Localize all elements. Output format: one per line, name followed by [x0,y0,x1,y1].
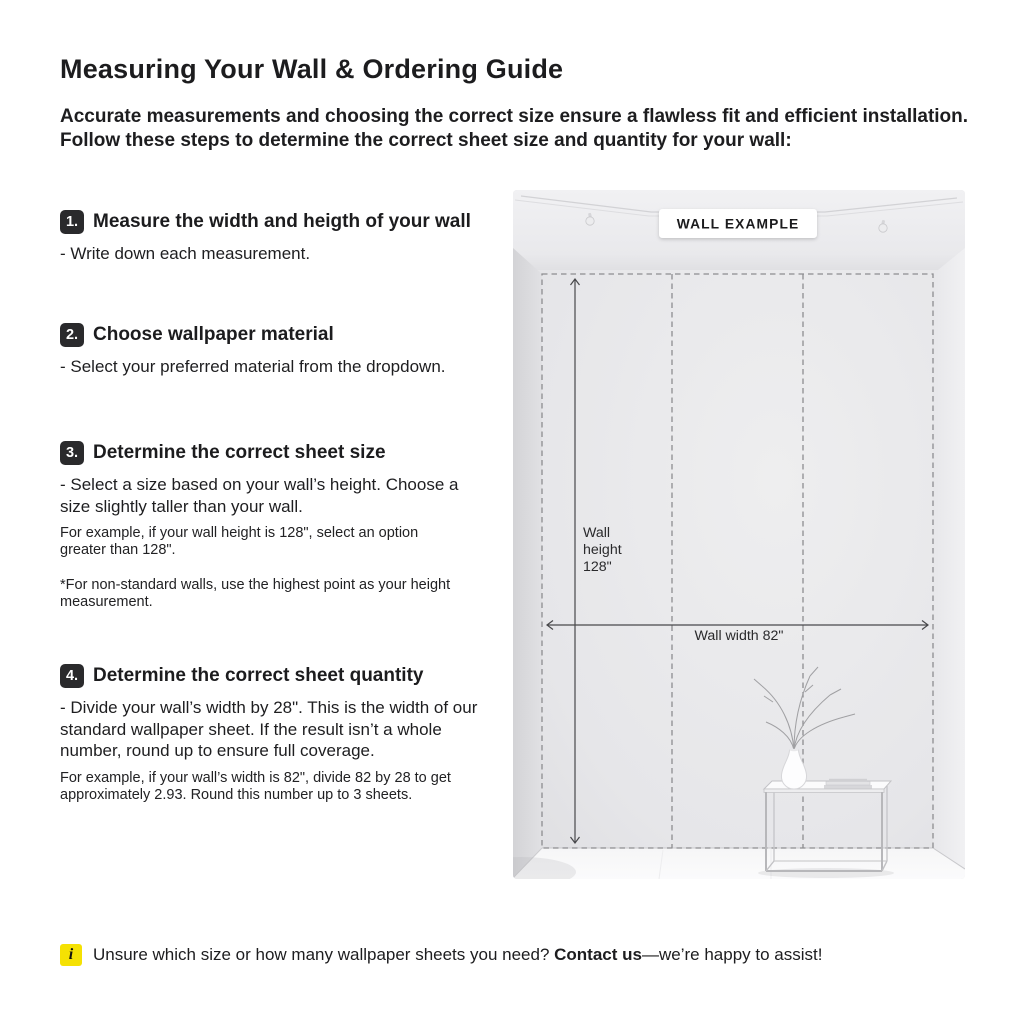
help-note-after: —we’re happy to assist! [641,945,823,964]
books-stack [824,779,872,789]
step-2 [60,323,490,378]
room-left-wall [513,248,542,878]
wall-height-label-line3: 128" [583,559,612,575]
room-floor [513,848,965,879]
step-3-body: - Select a size based on your wall’s height. Choose a size slightly taller than your wall. [60,475,459,516]
step-4 [60,664,494,804]
room-right-wall [933,248,965,870]
step-1 [60,210,490,265]
help-note [60,944,822,966]
step-4-title: Determine the correct sheet quantity [93,665,424,686]
step-2-body: - Select your preferred material from the dropdown. [60,357,446,376]
step-4-body: - Divide your wall’s width by 28". This is the width of our standard wallpaper sheet. If the result isn’t a whole number, round up to ensure full coverage. [60,698,478,760]
contact-us-link[interactable]: Contact us [554,945,642,964]
wall-example-badge-label: WALL EXAMPLE [676,216,800,232]
step-2-number-badge: 2. [60,323,84,347]
step-3-example: For example, if your wall height is 128", select an option greater than 128". [60,525,419,558]
step-4-example: For example, if your wall’s width is 82", divide 82 by 28 to get approximately 2.93. Round this number up to 3 sheets. [60,769,451,803]
step-4-number-badge: 4. [60,664,84,688]
step-2-title: Choose wallpaper material [93,324,334,345]
help-note-before: Unsure which size or how many wallpaper sheets you need? [93,945,555,964]
step-3-number-badge: 3. [60,441,84,465]
step-3 [60,441,462,611]
wall-example-image [513,190,965,879]
step-3-title: Determine the correct sheet size [93,442,386,463]
step-1-title: Measure the width and heigth of your wall [93,211,471,232]
wall-example-badge [659,209,817,238]
intro-paragraph: Accurate measurements and choosing the correct size ensure a flawless fit and efficient installation. Follow these steps to determine the correct sheet size and quantity for your wall: [60,106,969,151]
info-icon: i [60,944,82,966]
step-3-note: *For non-standard walls, use the highest point as your height measurement. [60,577,451,610]
wall-height-label-line2: height [583,542,622,558]
step-1-number-badge: 1. [60,210,84,234]
wall-height-label-line1: Wall [583,525,611,541]
room-wall [513,190,965,879]
help-note-text [93,945,822,965]
page-title: Measuring Your Wall & Ordering Guide [60,54,564,84]
wall-width-label: Wall width 82" [694,628,784,644]
step-1-body: - Write down each measurement. [60,244,311,263]
